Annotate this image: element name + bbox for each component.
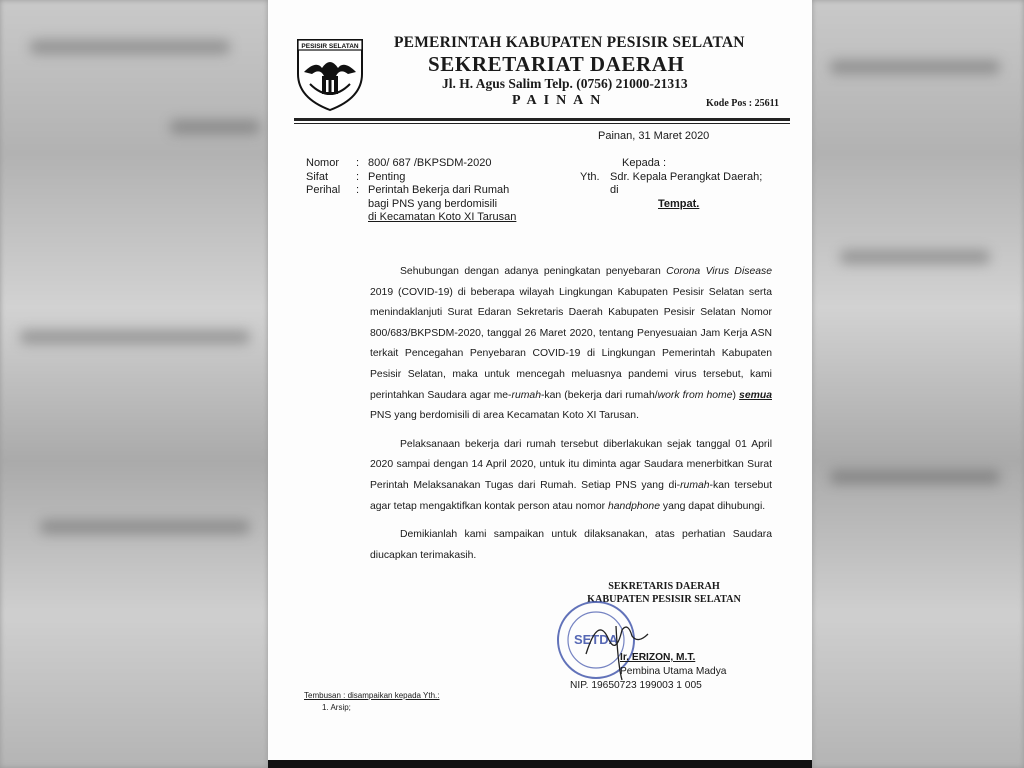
tembusan-title: Tembusan : disampaikan kepada Yth.:: [304, 691, 440, 700]
letter-date: Painan, 31 Maret 2020: [598, 130, 710, 142]
sifat-label: Sifat: [306, 170, 329, 183]
body-paragraph-1: Sehubungan dengan adanya peningkatan penyebaran Corona Virus Disease 2019 (COVID-19) di beberapa wilayah Lingkungan Kabupaten Pesisir Selatan serta menindaklanjuti Surat Edaran Sekretaris Daerah Kabupaten Pesisir Selatan Nomor 800/683/BKPSDM-2020, tanggal 26 Maret 2020, tentang Penyesuaian Jam Kerja ASN terkait Pencegahan Penyebaran COVID-19 di Lingkungan Pemerintah Kabupaten Pesisir Selatan, maka untuk mencegah meluasnya pandemi virus tersebut, kami perintahkan Saudara agar me-rumah-kan (bekerja dari rumah/work from home) semua PNS yang berdomisili di area Kecamatan Koto XI Tarusan.: [370, 266, 772, 422]
blurred-text: [40, 520, 250, 534]
tembusan-item: 1. Arsip;: [322, 703, 351, 712]
blurred-background-left: [0, 0, 268, 768]
perihal-value-2: bagi PNS yang berdomisili: [368, 197, 498, 210]
letter-body: [370, 262, 772, 574]
nomor-label: Nomor: [306, 157, 340, 169]
body-paragraph-3: Demikianlah kami sampaikan untuk dilaksanakan, atas perhatian Saudara diucapkan terimakasih.: [370, 529, 772, 561]
signatory-title-2: KABUPATEN PESISIR SELATAN: [587, 594, 741, 605]
signatory-rank: Pembina Utama Madya: [620, 666, 727, 677]
recipient-block: [580, 157, 762, 211]
regency-emblem-icon: [296, 38, 364, 112]
perihal-value-3: di Kecamatan Koto XI Tarusan: [368, 211, 517, 223]
letter-page: [268, 0, 812, 760]
yth-label: Yth.: [580, 170, 600, 183]
signatory-title-1: SEKRETARIS DAERAH: [608, 581, 720, 592]
letterhead-address: Jl. H. Agus Salim Telp. (0756) 21000-21313: [442, 76, 688, 91]
nomor-value: 800/ 687 /BKPSDM-2020: [368, 157, 492, 169]
blurred-text: [830, 470, 1000, 484]
postal-code: Kode Pos : 25611: [706, 98, 780, 109]
blurred-text: [30, 40, 230, 54]
body-paragraph-2: Pelaksanaan bekerja dari rumah tersebut diberlakukan sejak tanggal 01 April 2020 sampai dengan 14 April 2020, untuk itu diminta agar Saudara menerbitkan Surat Perintah Melaksanakan Tugas dari Rumah. Setiap PNS yang di-rumah-kan tersebut agar tetap mengaktifkan kontak person atau nomor handphone yang dapat dihubungi.: [370, 438, 772, 512]
blurred-text: [840, 250, 990, 264]
emblem-label: PESISIR SELATAN: [301, 43, 359, 50]
letterhead-office: SEKRETARIAT DAERAH: [428, 52, 685, 76]
meta-values: [368, 157, 516, 225]
letterhead-divider-thin: [294, 123, 790, 124]
recipient-place: Tempat.: [658, 197, 700, 210]
meta-labels: [306, 157, 340, 198]
blurred-text: [20, 330, 250, 344]
signatory-name: Ir. ERIZON, M.T.: [620, 652, 696, 663]
copy-recipients: [304, 690, 440, 714]
sifat-value: Penting: [368, 170, 406, 183]
perihal-value-1: Perintah Bekerja dari Rumah: [368, 184, 510, 196]
kepada-label: Kepada :: [622, 157, 667, 169]
recipient-name: Sdr. Kepala Perangkat Daerah;: [610, 170, 763, 183]
blurred-background-right: [812, 0, 1024, 768]
letterhead-city: PAINAN: [512, 93, 608, 108]
letterhead-divider: [294, 118, 790, 121]
di-label: di: [610, 184, 619, 196]
blurred-text: [170, 120, 260, 134]
perihal-label: Perihal: [306, 184, 341, 196]
signatory-nip: NIP. 19650723 199003 1 005: [570, 680, 702, 691]
stamp-label: SETDA: [573, 632, 619, 647]
letterhead-government: PEMERINTAH KABUPATEN PESISIR SELATAN: [394, 34, 745, 51]
blurred-text: [830, 60, 1000, 74]
page-bottom-edge: [268, 760, 812, 768]
meta-colons: : : :: [356, 157, 360, 196]
